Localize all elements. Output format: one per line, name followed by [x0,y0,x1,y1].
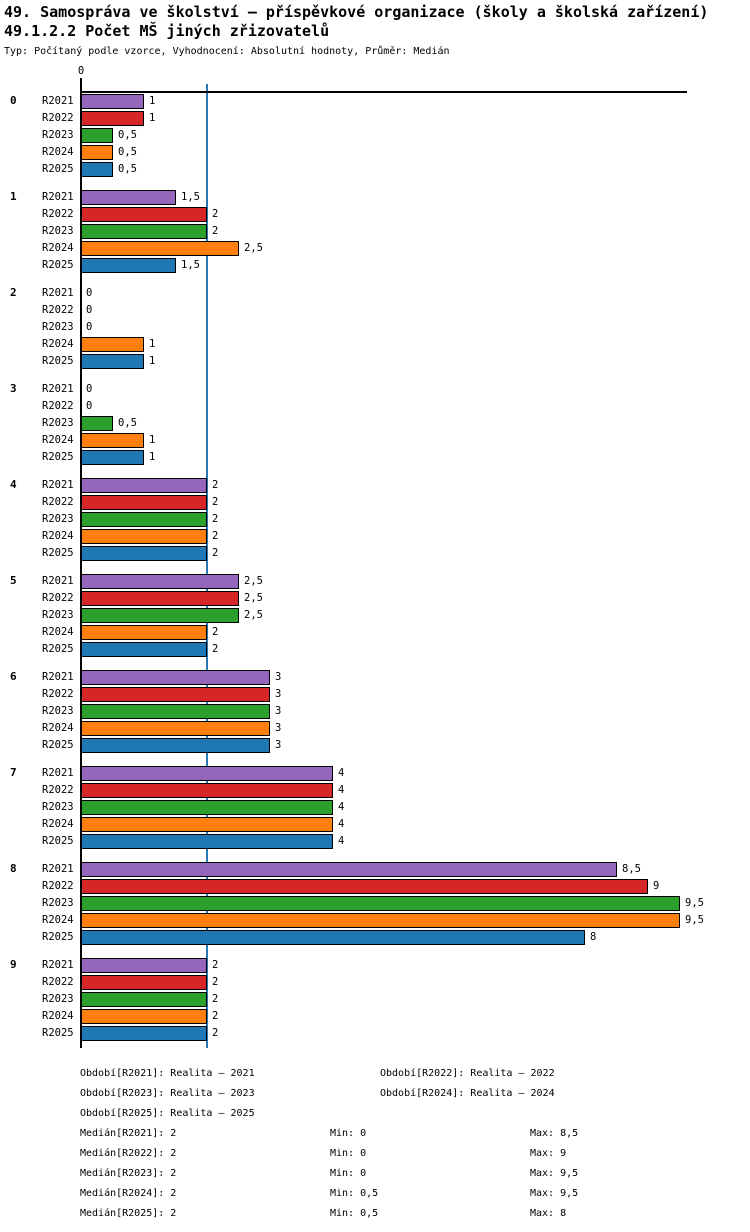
bar [81,766,333,781]
bar-year-label: R2025 [42,451,74,463]
bar [81,913,680,928]
bar-value-label: 3 [275,671,282,683]
bar-value-label: 2 [212,1010,219,1022]
bar [81,478,207,493]
bar-value-label: 1 [149,451,156,463]
bar-year-label: R2023 [42,417,74,429]
bar-year-label: R2021 [42,191,74,203]
bar-year-label: R2022 [42,496,74,508]
bar-value-label: 4 [338,767,345,779]
group-label: 6 [10,670,17,683]
bar [81,574,239,589]
legend-median-r2021: Medián[R2021]: 2 [80,1128,177,1139]
bar-value-label: 4 [338,801,345,813]
group-label: 1 [10,190,17,203]
x-axis-line [81,91,687,93]
bar-year-label: R2025 [42,259,74,271]
bar-year-label: R2024 [42,530,74,542]
bar [81,642,207,657]
bar-year-label: R2021 [42,671,74,683]
bar-year-label: R2022 [42,976,74,988]
legend-max-r2021: Max: 8,5 [530,1128,579,1139]
bar-value-label: 0 [86,304,93,316]
bar-value-label: 2 [212,547,219,559]
bar-year-label: R2021 [42,479,74,491]
bar-year-label: R2024 [42,722,74,734]
legend-median-r2023: Medián[R2023]: 2 [80,1168,177,1179]
bar-year-label: R2025 [42,739,74,751]
bar [81,1009,207,1024]
bar-year-label: R2023 [42,129,74,141]
bar-year-label: R2021 [42,959,74,971]
bar-value-label: 3 [275,688,282,700]
bar-value-label: 0 [86,400,93,412]
legend-min-r2023: Min: 0 [330,1168,367,1179]
bar-year-label: R2024 [42,818,74,830]
bar [81,224,207,239]
bar [81,930,585,945]
bar-value-label: 0 [86,321,93,333]
legend-median-r2022: Medián[R2022]: 2 [80,1148,177,1159]
bar [81,992,207,1007]
bar-value-label: 2 [212,479,219,491]
page-title: 49. Samospráva ve školství – příspěvkové organizace (školy a školská zařízení) [4,3,709,21]
bar [81,416,113,431]
bar-year-label: R2022 [42,784,74,796]
bar-year-label: R2025 [42,163,74,175]
bar-year-label: R2025 [42,835,74,847]
bar [81,608,239,623]
bar-value-label: 3 [275,722,282,734]
bar-value-label: 2 [212,993,219,1005]
bar [81,258,176,273]
bar-value-label: 1,5 [181,259,200,271]
legend-max-r2022: Max: 9 [530,1148,567,1159]
bar [81,670,270,685]
legend-max-r2025: Max: 8 [530,1208,567,1219]
bar-year-label: R2022 [42,400,74,412]
bar-value-label: 0 [86,287,93,299]
legend-period-r2021: Období[R2021]: Realita – 2021 [80,1068,255,1079]
bar [81,625,207,640]
bar-year-label: R2025 [42,355,74,367]
bar [81,834,333,849]
bar [81,207,207,222]
bar [81,529,207,544]
bar-year-label: R2024 [42,146,74,158]
bar-year-label: R2022 [42,688,74,700]
bar [81,111,144,126]
bar [81,354,144,369]
bar [81,433,144,448]
bar-value-label: 9,5 [685,897,704,909]
bar-value-label: 3 [275,739,282,751]
bar [81,512,207,527]
bar-year-label: R2021 [42,383,74,395]
group-label: 9 [10,958,17,971]
bar-value-label: 1 [149,434,156,446]
bar-year-label: R2023 [42,321,74,333]
bar-year-label: R2022 [42,592,74,604]
bar-year-label: R2023 [42,609,74,621]
bar [81,241,239,256]
bar-value-label: 8,5 [622,863,641,875]
bar-year-label: R2023 [42,513,74,525]
bar-value-label: 4 [338,818,345,830]
bar-year-label: R2024 [42,1010,74,1022]
bar-value-label: 4 [338,835,345,847]
bar [81,783,333,798]
bar [81,800,333,815]
bar [81,896,680,911]
bar-value-label: 2 [212,530,219,542]
bar-year-label: R2024 [42,914,74,926]
bar-value-label: 9 [653,880,660,892]
bar-year-label: R2025 [42,643,74,655]
bar-year-label: R2021 [42,287,74,299]
bar-year-label: R2022 [42,112,74,124]
bar-year-label: R2023 [42,705,74,717]
bar-value-label: 0,5 [118,129,137,141]
legend-period-r2023: Období[R2023]: Realita – 2023 [80,1088,255,1099]
bar-value-label: 1 [149,338,156,350]
bar [81,190,176,205]
legend-min-r2022: Min: 0 [330,1148,367,1159]
bar [81,721,270,736]
group-label: 5 [10,574,17,587]
chart-title: 49.1.2.2 Počet MŠ jiných zřizovatelů [4,22,330,40]
bar-year-label: R2023 [42,993,74,1005]
bar [81,862,617,877]
bar-value-label: 2 [212,496,219,508]
bar-year-label: R2024 [42,434,74,446]
legend-max-r2023: Max: 9,5 [530,1168,579,1179]
axis-zero-tick-label: 0 [77,65,85,77]
legend-period-r2022: Období[R2022]: Realita – 2022 [380,1068,555,1079]
bar-value-label: 0 [86,383,93,395]
bar-value-label: 2 [212,959,219,971]
bar [81,546,207,561]
legend-median-r2024: Medián[R2024]: 2 [80,1188,177,1199]
legend-period-r2025: Období[R2025]: Realita – 2025 [80,1108,255,1119]
bar-value-label: 1 [149,112,156,124]
bar-value-label: 2 [212,225,219,237]
bar-value-label: 2 [212,208,219,220]
bar-value-label: 0,5 [118,163,137,175]
bar-value-label: 2 [212,976,219,988]
bar [81,738,270,753]
bar-year-label: R2021 [42,575,74,587]
bar-value-label: 2,5 [244,609,263,621]
bar-value-label: 1,5 [181,191,200,203]
bar-value-label: 1 [149,355,156,367]
legend-period-r2024: Období[R2024]: Realita – 2024 [380,1088,555,1099]
legend-max-r2024: Max: 9,5 [530,1188,579,1199]
bar [81,94,144,109]
group-label: 8 [10,862,17,875]
bar [81,495,207,510]
bar-year-label: R2024 [42,242,74,254]
bar [81,704,270,719]
bar [81,450,144,465]
bar-year-label: R2021 [42,95,74,107]
bar-year-label: R2023 [42,801,74,813]
bar-value-label: 1 [149,95,156,107]
bar-year-label: R2025 [42,1027,74,1039]
bar-value-label: 8 [590,931,597,943]
bar [81,162,113,177]
bar-value-label: 2 [212,643,219,655]
bar-year-label: R2021 [42,863,74,875]
bar [81,337,144,352]
bar-year-label: R2021 [42,767,74,779]
bar [81,145,113,160]
bar-value-label: 2 [212,626,219,638]
bar-value-label: 2,5 [244,592,263,604]
bar-value-label: 2 [212,513,219,525]
legend-min-r2024: Min: 0,5 [330,1188,379,1199]
group-label: 4 [10,478,17,491]
bar [81,687,270,702]
bar-year-label: R2025 [42,931,74,943]
group-label: 3 [10,382,17,395]
bar-value-label: 2,5 [244,242,263,254]
bar-year-label: R2024 [42,626,74,638]
group-label: 0 [10,94,17,107]
bar-value-label: 4 [338,784,345,796]
bar [81,958,207,973]
bar [81,591,239,606]
legend-median-r2025: Medián[R2025]: 2 [80,1208,177,1219]
bar-value-label: 0,5 [118,417,137,429]
group-label: 7 [10,766,17,779]
legend-min-r2021: Min: 0 [330,1128,367,1139]
bar-value-label: 3 [275,705,282,717]
bar-year-label: R2022 [42,304,74,316]
bar-year-label: R2025 [42,547,74,559]
bar [81,128,113,143]
bar-value-label: 9,5 [685,914,704,926]
bar [81,879,648,894]
legend-min-r2025: Min: 0,5 [330,1208,379,1219]
bar-value-label: 2,5 [244,575,263,587]
bar-value-label: 0,5 [118,146,137,158]
chart-subtitle: Typ: Počítaný podle vzorce, Vyhodnocení: Absolutní hodnoty, Průměr: Medián [4,46,450,57]
bar-year-label: R2024 [42,338,74,350]
bar [81,817,333,832]
bar-year-label: R2023 [42,897,74,909]
group-label: 2 [10,286,17,299]
bar-year-label: R2023 [42,225,74,237]
bar [81,975,207,990]
bar [81,1026,207,1041]
bar-year-label: R2022 [42,880,74,892]
bar-year-label: R2022 [42,208,74,220]
bar-value-label: 2 [212,1027,219,1039]
